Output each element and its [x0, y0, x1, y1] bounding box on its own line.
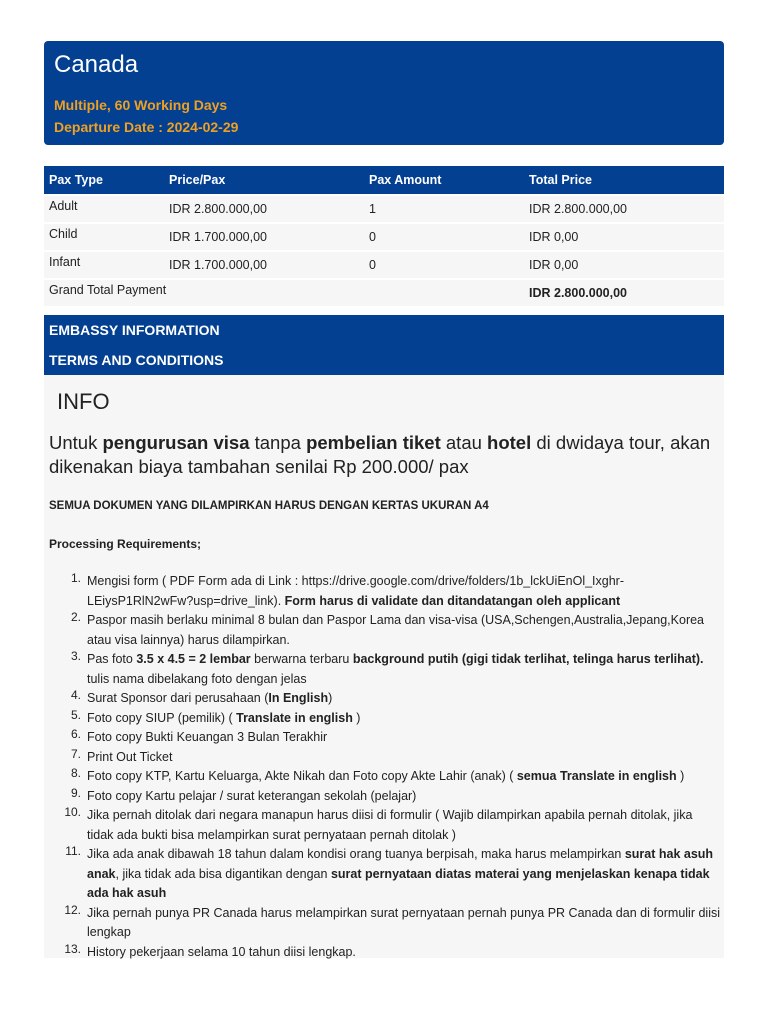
a4-paper-note: SEMUA DOKUMEN YANG DILAMPIRKAN HARUS DENGAN KERTAS UKURAN A4: [49, 500, 489, 512]
list-item: 7. Print Out Ticket: [70, 746, 173, 764]
total-price: IDR 0,00: [524, 251, 724, 279]
total-price: IDR 2.800.000,00: [524, 195, 724, 223]
visa-fee-notice: Untuk pengurusan visa tanpa pembelian tiket atau hotel di dwidaya tour, akan dikenakan biaya tambahan senilai Rp 200.000/ pax: [49, 432, 711, 477]
list-item: 9. Foto copy Kartu pelajar / surat keterangan sekolah (pelajar): [70, 785, 417, 803]
table-row: [44, 251, 724, 279]
pax-type: Adult: [44, 195, 164, 223]
list-item: 3. Pas foto 3.5 x 4.5 = 2 lembar berwarna terbaru background putih (gigi tidak terlihat, telinga harus terlihat). tulis nama dibelakang foto dengan jelas: [70, 649, 704, 686]
col-total-price: Total Price: [524, 166, 724, 195]
embassy-information-tab[interactable]: EMBASSY INFORMATION: [44, 315, 724, 345]
table-row: [44, 223, 724, 251]
list-item: 13. History pekerjaan selama 10 tahun diisi lengkap.: [64, 941, 356, 959]
col-price-pax: Price/Pax: [164, 166, 364, 195]
pax-amount: 0: [364, 223, 524, 251]
info-panel: [44, 375, 724, 958]
pax-amount: 1: [364, 195, 524, 223]
grand-total-value: IDR 2.800.000,00: [524, 279, 724, 306]
visa-type: Multiple, 60 Working Days: [54, 97, 228, 113]
list-item: 1. Mengisi form ( PDF Form ada di Link : https://drive.google.com/drive/folders/1b_lckUiEnOl_Ixghr-LEiysP1RlN2wFw?usp=drive_link). Form harus di validate dan ditandatangan oleh applicant: [70, 571, 625, 608]
col-pax-type: Pax Type: [44, 166, 164, 195]
pax-amount: 0: [364, 251, 524, 279]
destination-title: Canada: [54, 51, 139, 78]
grand-total-row: [44, 279, 724, 306]
processing-requirements-title: Processing Requirements;: [49, 537, 202, 551]
list-item: 8. Foto copy KTP, Kartu Keluarga, Akte Nikah dan Foto copy Akte Lahir (anak) ( semua Translate in english ): [70, 766, 685, 783]
grand-total-label: Grand Total Payment: [44, 279, 524, 306]
departure-date: Departure Date : 2024-02-29: [54, 119, 239, 135]
total-price: IDR 0,00: [524, 223, 724, 251]
price-table-header: [44, 166, 724, 195]
price-pax: IDR 2.800.000,00: [164, 195, 364, 223]
price-table: [44, 166, 724, 306]
price-pax: IDR 1.700.000,00: [164, 223, 364, 251]
list-item: 6. Foto copy Bukti Keuangan 3 Bulan Terakhir: [70, 727, 328, 744]
requirements-list: [49, 572, 721, 962]
pax-type: Child: [44, 223, 164, 251]
pax-type: Infant: [44, 251, 164, 279]
list-item: 12. Jika pernah punya PR Canada harus melampirkan surat pernyataan pernah punya PR Canada dan di formulir diisi lengkap: [64, 902, 721, 939]
list-item: 2. Paspor masih berlaku minimal 8 bulan dan Paspor Lama dan visa-visa (USA,Schengen,Australia,Jepang,Korea atau visa lainnya) harus dilampirkan.: [70, 610, 705, 647]
price-pax: IDR 1.700.000,00: [164, 251, 364, 279]
info-title: INFO: [57, 389, 110, 414]
list-item: 5. Foto copy SIUP (pemilik) ( Translate in english ): [70, 707, 361, 725]
terms-and-conditions-tab[interactable]: TERMS AND CONDITIONS: [44, 345, 724, 375]
list-item: 10. Jika pernah ditolak dari negara manapun harus diisi di formulir ( Wajib dilampirkan apabila pernah ditolak, jika tidak ada bukti bisa melampirkan surat pernyataan pernah ditolak ): [64, 805, 693, 842]
col-pax-amount: Pax Amount: [364, 166, 524, 195]
destination-header: [44, 41, 724, 145]
table-row: [44, 195, 724, 223]
list-item: 11. Jika ada anak dibawah 18 tahun dalam kondisi orang tuanya berpisah, maka harus melampirkan surat hak asuh anak, jika tidak ada bisa digantikan dengan surat pernyataan diatas materai yang menjelaskan kenapa tidak ada hak asuh: [65, 844, 714, 900]
list-item: 4. Surat Sponsor dari perusahaan (In English): [70, 688, 333, 705]
